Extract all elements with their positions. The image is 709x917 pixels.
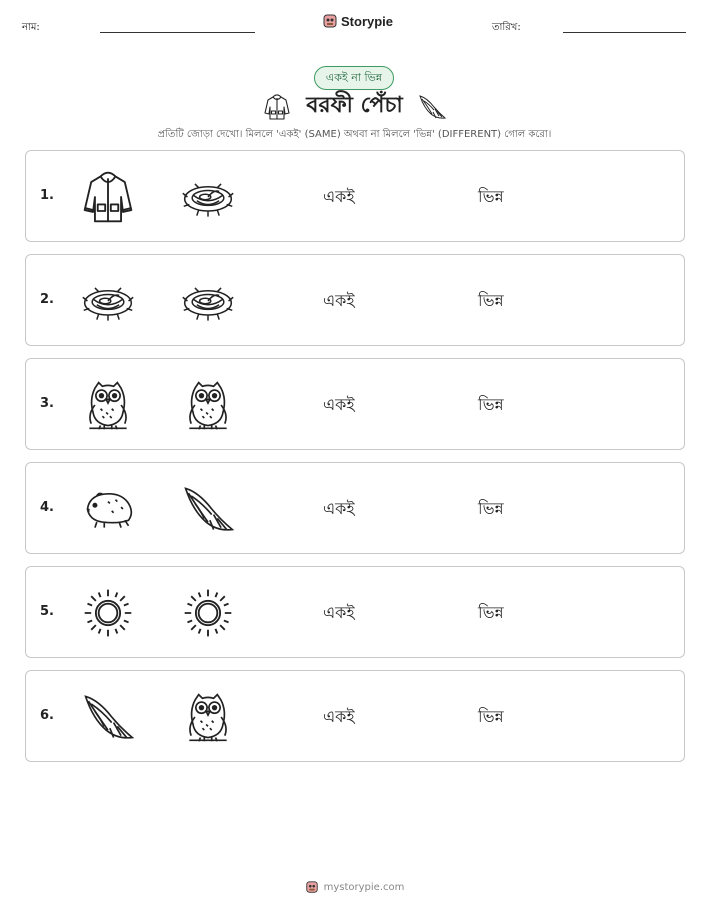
- wing-icon: [80, 689, 136, 745]
- jacket-icon: [80, 169, 136, 225]
- storypie-mascot-icon: [322, 13, 338, 29]
- jacket-icon: [262, 92, 292, 122]
- same-option[interactable]: একই: [323, 603, 355, 622]
- question-number: 2.: [40, 292, 54, 307]
- page-title: বরফী পেঁচা: [306, 93, 403, 118]
- owl-icon: [180, 377, 236, 433]
- sun-icon: [80, 585, 136, 641]
- footer: [0, 880, 709, 894]
- right-picture: [180, 273, 236, 329]
- question-row: [25, 462, 685, 554]
- storypie-logo: [322, 13, 393, 29]
- question-number: 4.: [40, 500, 54, 515]
- right-picture: [180, 377, 236, 433]
- different-option[interactable]: ভিন্ন: [478, 395, 504, 414]
- name-label: নাম:: [22, 22, 40, 33]
- logo-text: Storypie: [341, 13, 394, 29]
- different-option[interactable]: ভিন্ন: [478, 603, 504, 622]
- question-row: [25, 150, 685, 242]
- different-option[interactable]: ভিন্ন: [478, 499, 504, 518]
- question-list: [25, 150, 685, 774]
- left-picture: [80, 481, 136, 537]
- date-label: তারিখ:: [492, 22, 521, 33]
- same-option[interactable]: একই: [323, 707, 355, 726]
- question-row: [25, 358, 685, 450]
- question-number: 6.: [40, 708, 54, 723]
- date-line[interactable]: [563, 32, 686, 33]
- same-option[interactable]: একই: [323, 395, 355, 414]
- question-number: 3.: [40, 396, 54, 411]
- nest-icon: [180, 273, 236, 329]
- wing-icon: [180, 481, 236, 537]
- owl-icon: [80, 377, 136, 433]
- storypie-mascot-icon: [305, 880, 319, 894]
- right-picture: [180, 481, 236, 537]
- question-row: [25, 566, 685, 658]
- left-picture: [80, 689, 136, 745]
- owl-icon: [180, 689, 236, 745]
- category-badge: একই না ভিন্ন: [314, 66, 394, 90]
- question-row: [25, 670, 685, 762]
- question-row: [25, 254, 685, 346]
- wing-icon: [417, 92, 447, 122]
- nest-icon: [80, 273, 136, 329]
- same-option[interactable]: একই: [323, 291, 355, 310]
- instructions: প্রতিটি জোড়া দেখো। মিললে 'একই' (SAME) অথবা না মিললে 'ভিন্ন' (DIFFERENT) গোল করো।: [157, 129, 552, 140]
- different-option[interactable]: ভিন্ন: [478, 707, 504, 726]
- same-option[interactable]: একই: [323, 187, 355, 206]
- right-picture: [180, 585, 236, 641]
- different-option[interactable]: ভিন্ন: [478, 187, 504, 206]
- same-option[interactable]: একই: [323, 499, 355, 518]
- left-picture: [80, 585, 136, 641]
- right-picture: [180, 689, 236, 745]
- different-option[interactable]: ভিন্ন: [478, 291, 504, 310]
- left-picture: [80, 273, 136, 329]
- right-picture: [180, 169, 236, 225]
- question-number: 1.: [40, 188, 54, 203]
- question-number: 5.: [40, 604, 54, 619]
- left-picture: [80, 169, 136, 225]
- footer-site-link[interactable]: mystorypie.com: [323, 881, 405, 893]
- lemming-icon: [80, 481, 136, 537]
- left-picture: [80, 377, 136, 433]
- title-row: [0, 88, 709, 125]
- nest-icon: [180, 169, 236, 225]
- sun-icon: [180, 585, 236, 641]
- name-line[interactable]: [100, 32, 255, 33]
